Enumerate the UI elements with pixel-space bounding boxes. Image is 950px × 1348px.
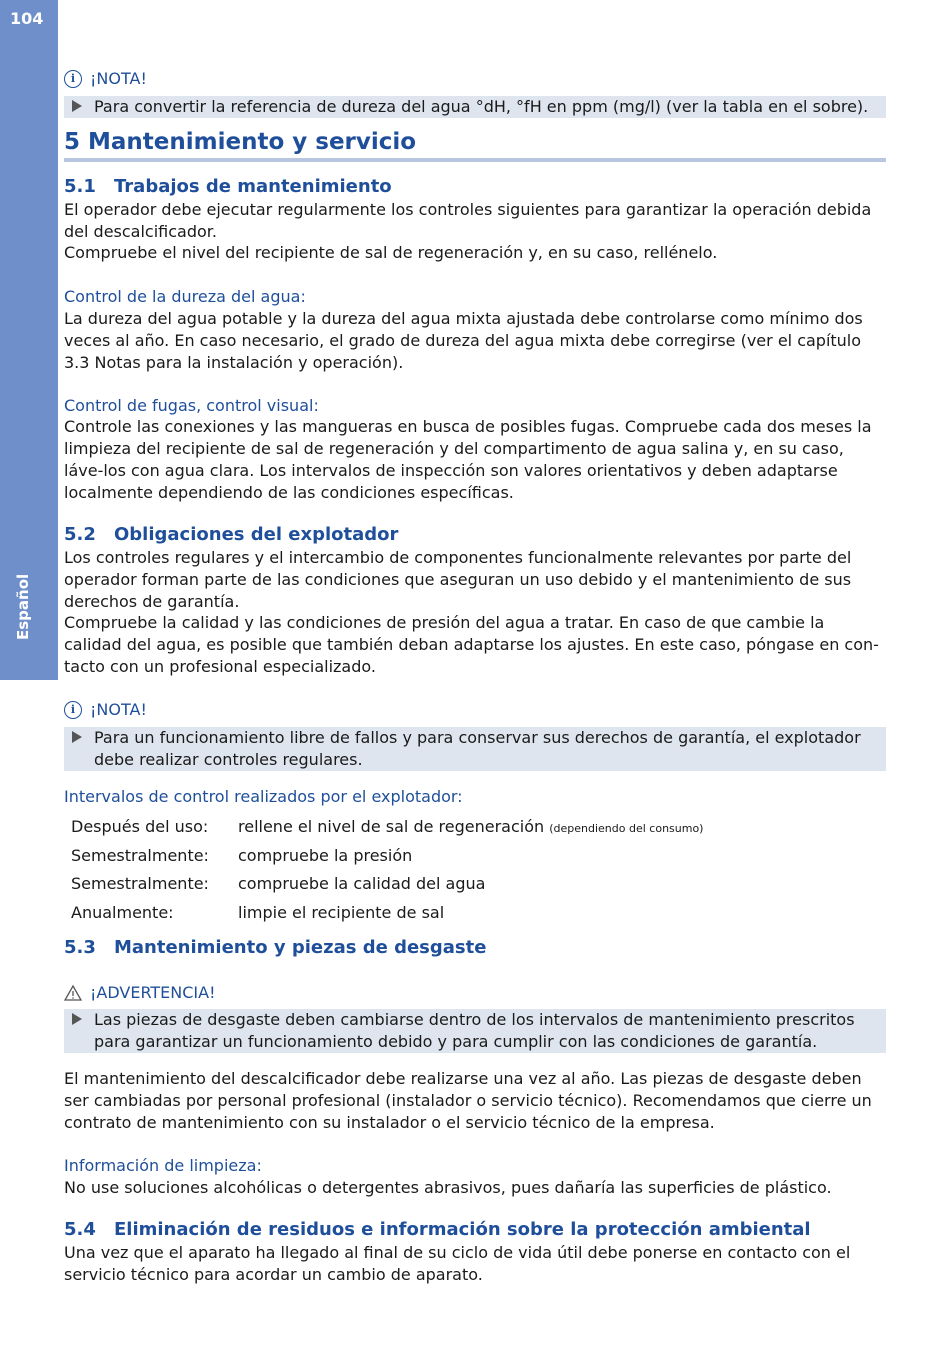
info-icon: i — [64, 70, 82, 88]
chapter-title: 5 Mantenimiento y servicio — [64, 129, 417, 155]
warning-title: ¡ADVERTENCIA! — [90, 983, 216, 1002]
warning-box — [64, 1009, 886, 1053]
interval-row: Semestralmente: compruebe la presión — [71, 846, 413, 865]
arrow-right-icon — [72, 731, 82, 743]
paragraph: Compruebe la calidad y las condiciones de presión del agua a tratar. En caso de que cambie la calidad del agua, es posible que también deban adaptarse los ajustes. En este caso, póngase en con-tacto con un profesional especializado. — [64, 613, 879, 676]
note-box — [64, 727, 886, 771]
side-bar — [0, 0, 58, 680]
section-heading-5-4: 5.4 Eliminación de residuos e información sobre la protección ambiental — [64, 1219, 811, 1240]
warning-icon — [64, 985, 82, 1001]
subheading: Control de la dureza del agua: — [64, 287, 306, 306]
paragraph: Compruebe el nivel del recipiente de sal de regeneración y, en su caso, rellénelo. — [64, 243, 718, 262]
note-title: ¡NOTA! — [90, 69, 147, 88]
note-box — [64, 96, 886, 118]
note-heading — [64, 699, 886, 721]
section-heading-5-3: 5.3 Mantenimiento y piezas de desgaste — [64, 937, 487, 958]
arrow-right-icon — [72, 1013, 82, 1025]
warning-text: Las piezas de desgaste deben cambiarse dentro de los intervalos de mantenimiento prescritos para garantizar un funcionamiento debido y para cumplir con las condiciones de garantía. — [94, 1010, 855, 1051]
note-text: Para convertir la referencia de dureza del agua °dH, °fH en ppm (mg/l) (ver la tabla en el sobre). — [94, 97, 869, 116]
paragraph: Una vez que el aparato ha llegado al final de su ciclo de vida útil debe ponerse en contacto con el servicio técnico para acordar un cambio de aparato. — [64, 1243, 851, 1284]
language-label: Español — [14, 573, 32, 640]
interval-row: Semestralmente: compruebe la calidad del agua — [71, 874, 486, 893]
paragraph: La dureza del agua potable y la dureza del agua mixta ajustada debe controlarse como mínimo dos veces al año. En caso necesario, el grado de dureza del agua mixta debe corregirse (ver el capítulo 3.3 Notas para la instalación y operación). — [64, 309, 863, 372]
section-heading-5-2: 5.2 Obligaciones del explotador — [64, 524, 399, 545]
paragraph: Los controles regulares y el intercambio de componentes funcionalmente relevantes por parte del operador forman parte de las condiciones que aseguran un uso debido y el mantenimiento de sus derechos de garantía. — [64, 548, 852, 611]
interval-row: Después del uso: rellene el nivel de sal de regeneración (dependiendo del consumo) — [71, 817, 704, 836]
subheading: Información de limpieza: — [64, 1156, 262, 1175]
section-heading-5-1: 5.1 Trabajos de mantenimiento — [64, 176, 392, 197]
paragraph: El operador debe ejecutar regularmente los controles siguientes para garantizar la operación debida del descalcificador. — [64, 200, 872, 241]
subheading: Control de fugas, control visual: — [64, 396, 319, 415]
info-icon: i — [64, 701, 82, 719]
chapter-divider — [64, 158, 886, 162]
page-number: 104 — [10, 9, 44, 28]
paragraph: No use soluciones alcohólicas o detergentes abrasivos, pues dañaría las superficies de plástico. — [64, 1178, 832, 1197]
note-text: Para un funcionamiento libre de fallos y para conservar sus derechos de garantía, el explotador debe realizar controles regulares. — [94, 728, 861, 769]
arrow-right-icon — [72, 100, 82, 112]
warning-heading — [64, 982, 886, 1004]
paragraph: El mantenimiento del descalcificador debe realizarse una vez al año. Las piezas de desgaste deben ser cambiadas por personal profesional (instalador o servicio técnico). Recomendamos que cierre un contrato de mantenimiento con su instalador o el servicio técnico de la empresa. — [64, 1069, 872, 1132]
interval-row: Anualmente: limpie el recipiente de sal — [71, 903, 445, 922]
paragraph: Controle las conexiones y las mangueras en busca de posibles fugas. Compruebe cada dos meses la limpieza del recipiente de sal de regeneración y del compartimento de agua salina y, en su caso, láve-los con agua clara. Los intervalos de inspección son valores orientativos y deben adaptarse localmente dependiendo de las condiciones específicas. — [64, 417, 872, 502]
note-heading — [64, 68, 886, 90]
subheading: Intervalos de control realizados por el explotador: — [64, 787, 463, 806]
note-title: ¡NOTA! — [90, 700, 147, 719]
